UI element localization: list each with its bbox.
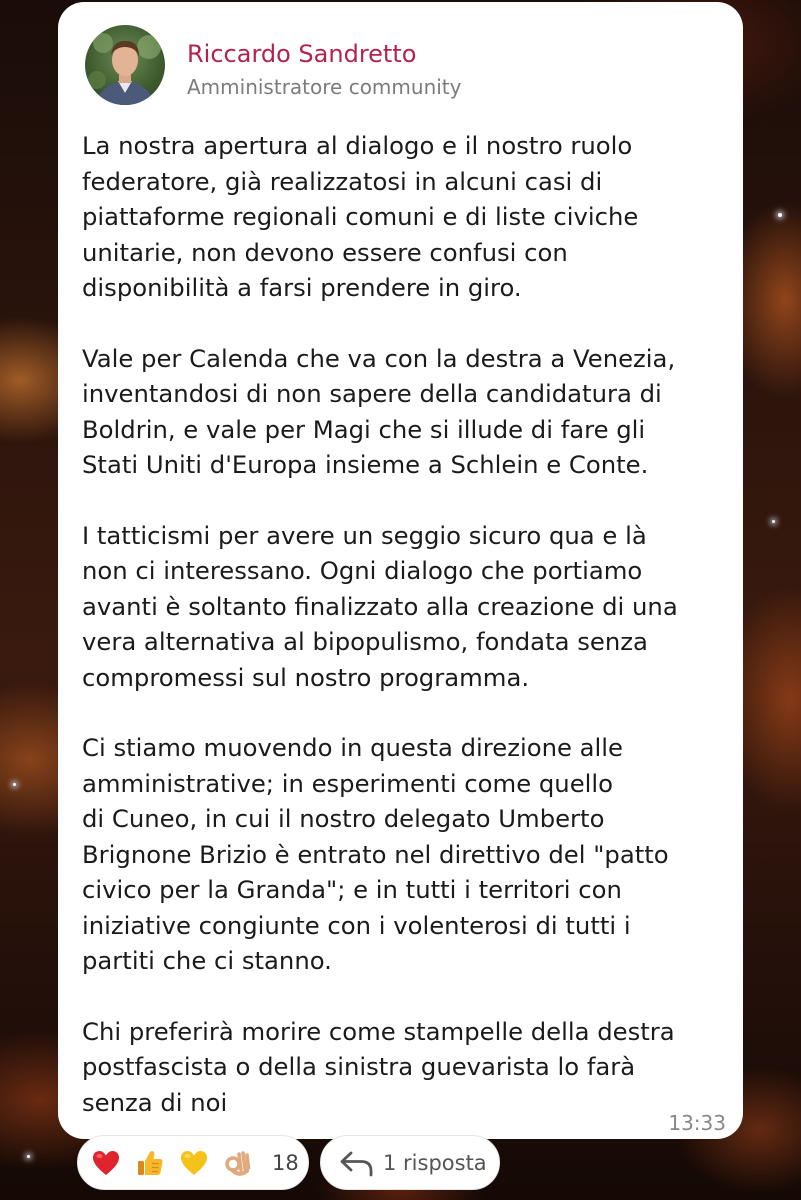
- star: [13, 783, 16, 786]
- message-line: unitarie, non devono essere confusi con: [82, 237, 568, 267]
- reply-arrow-icon: [339, 1150, 375, 1178]
- message-line: Ci stiamo muovendo in questa direzione alle: [82, 733, 623, 762]
- message-line: civico per la Granda"; e in tutti i territori con: [82, 875, 622, 904]
- message-line: postfascista o della sinistra guevarista lo farà: [82, 1052, 636, 1081]
- author-avatar[interactable]: [85, 25, 165, 105]
- message-text: [82, 128, 732, 1155]
- avatar-photo: [85, 25, 165, 105]
- star: [772, 520, 775, 523]
- author-role: Amministratore community: [187, 75, 462, 99]
- message-line: piattaforme regionali comuni e di liste civiche: [82, 202, 639, 231]
- replies-button[interactable]: [320, 1135, 500, 1190]
- author-name[interactable]: Riccardo Sandretto: [187, 40, 417, 68]
- message-line: La nostra apertura al dialogo e il nostro ruolo: [82, 131, 633, 160]
- message-paragraph: [82, 341, 732, 483]
- message-line: Boldrin, e vale per Magi che si illude di fare gli: [82, 414, 646, 444]
- message-line: avanti è soltanto finalizzato alla creazione di una: [82, 591, 678, 621]
- message-line: inventandosi di non sapere della candidatura di: [82, 379, 662, 408]
- ok-hand-icon[interactable]: [223, 1148, 253, 1178]
- message-line: iniziative congiunte con i volenterosi di tutti i: [82, 910, 631, 940]
- replies-label: 1 risposta: [383, 1151, 487, 1175]
- message-paragraph: [82, 518, 732, 696]
- message-line: I tatticismi per avere un seggio sicuro qua e là: [82, 520, 647, 550]
- yellow-heart-icon[interactable]: [179, 1148, 209, 1178]
- star: [778, 213, 782, 217]
- message-line: senza di noi: [82, 1087, 228, 1117]
- message-line: vera alternativa al bipopulismo, fondata senza: [82, 627, 648, 656]
- star: [27, 1155, 30, 1158]
- message-line: di Cuneo, in cui il nostro delegato Umberto: [82, 804, 605, 833]
- message-line: Chi preferirà morire come stampelle della destra: [82, 1016, 675, 1046]
- message-paragraph: [82, 730, 732, 979]
- message-paragraph: [82, 128, 732, 306]
- message-line: federatore, già realizzatosi in alcuni casi di: [82, 166, 603, 196]
- message-line: non ci interessano. Ogni dialogo che portiamo: [82, 556, 643, 585]
- thumbs-up-icon[interactable]: [135, 1148, 165, 1178]
- message-paragraph: [82, 1014, 732, 1121]
- reactions-bar[interactable]: [77, 1135, 309, 1190]
- red-heart-icon[interactable]: [91, 1148, 121, 1178]
- message-line: compromessi sul nostro programma.: [82, 662, 530, 692]
- message-line: Brignone Brizio è entrato nel direttivo del "patto: [82, 839, 669, 869]
- message-line: amministrative; in esperimenti come quello: [82, 768, 614, 798]
- message-line: partiti che ci stanno.: [82, 946, 332, 975]
- message-line: Stati Uniti d'Europa insieme a Schlein e Conte.: [82, 450, 649, 479]
- reaction-count: 18: [272, 1151, 299, 1175]
- message-line: disponibilità a farsi prendere in giro.: [82, 273, 522, 302]
- message-timestamp: 13:33: [668, 1111, 726, 1135]
- message-line: Vale per Calenda che va con la destra a Venezia,: [82, 343, 676, 373]
